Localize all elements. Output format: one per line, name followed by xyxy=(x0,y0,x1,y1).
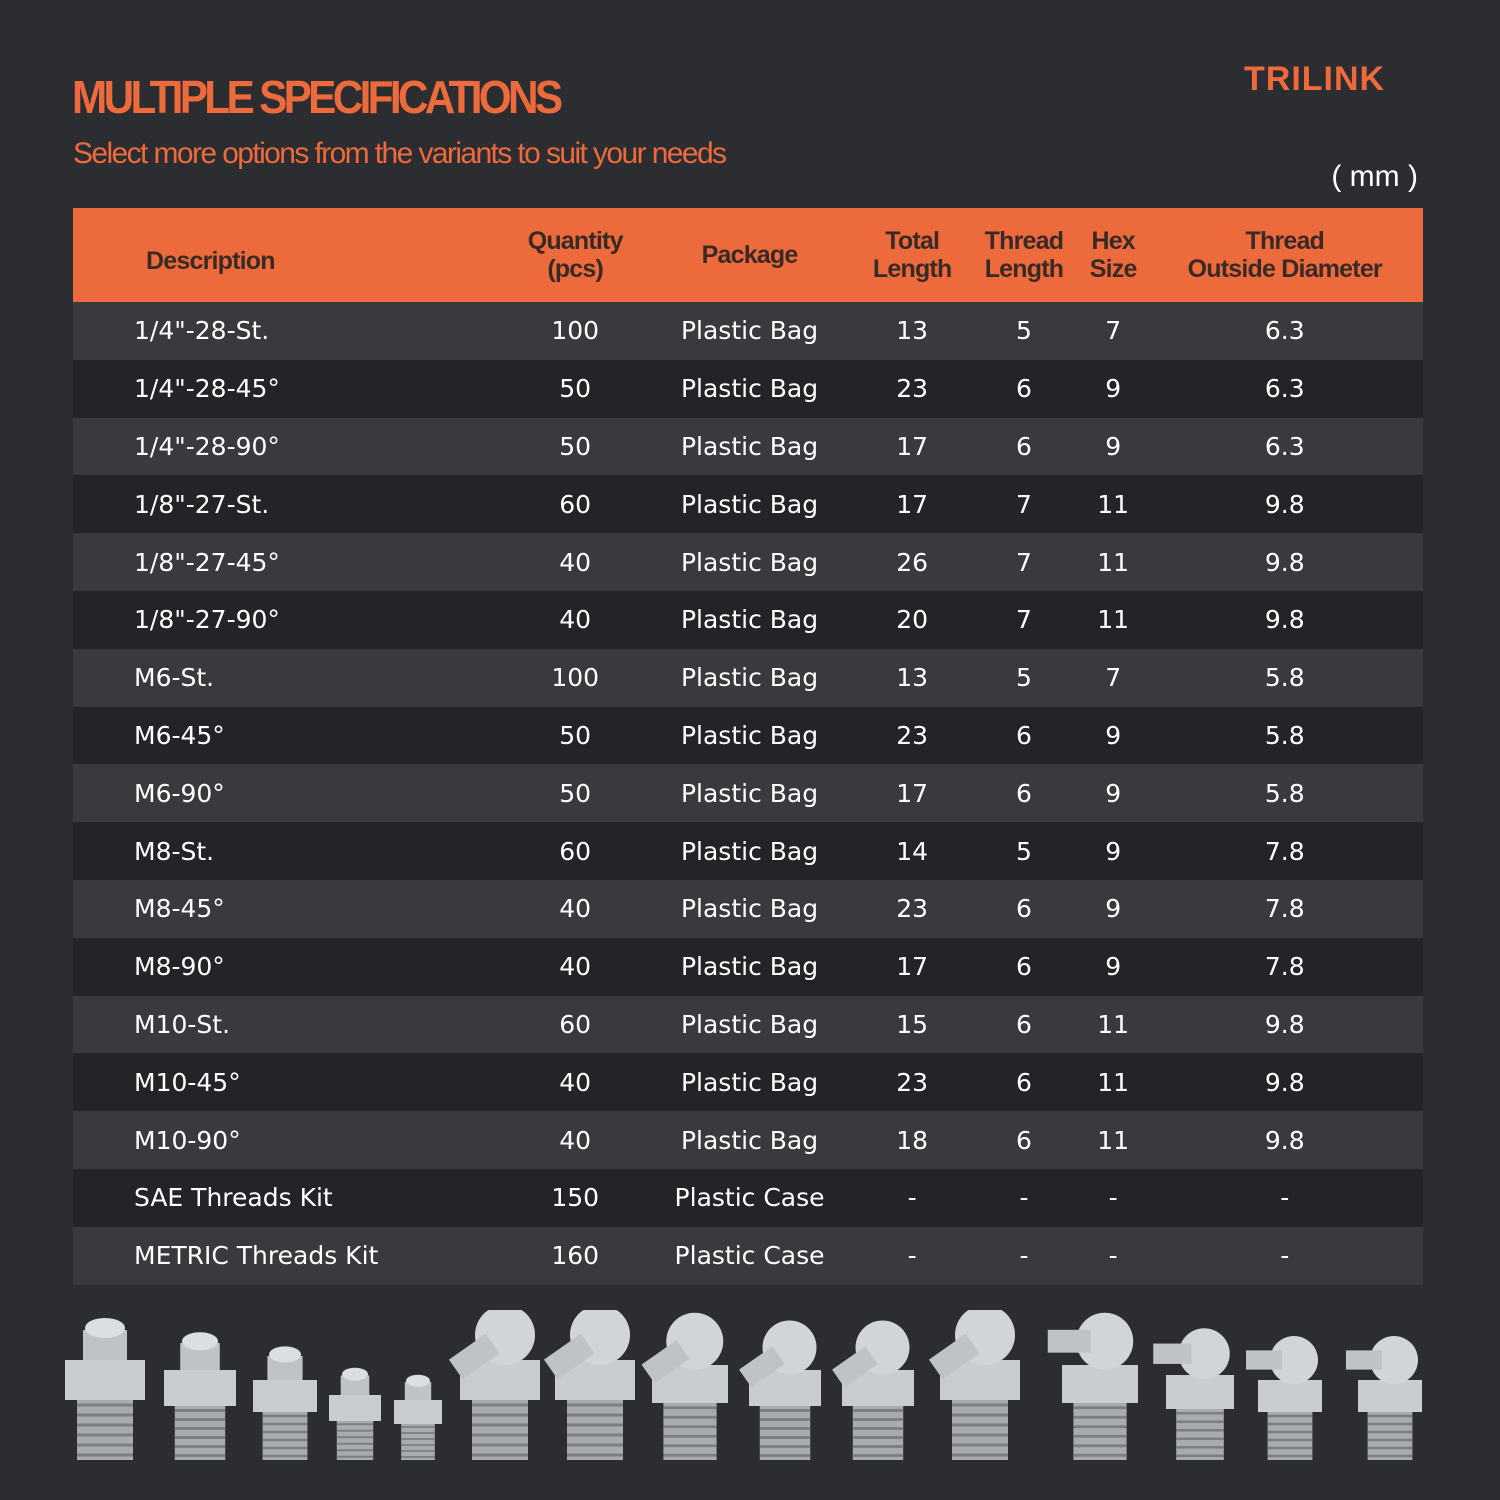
table-cell: M6-90° xyxy=(134,778,225,808)
grease-fitting-image xyxy=(929,1310,1020,1460)
table-cell: 60 xyxy=(559,1009,592,1039)
table-row xyxy=(73,707,1423,765)
spec-table xyxy=(73,208,1423,1285)
table-cell: M10-90° xyxy=(134,1125,241,1155)
table-cell: 9.8 xyxy=(1264,605,1305,635)
table-cell: 6 xyxy=(1016,720,1032,750)
table-cell: 6 xyxy=(1016,778,1032,808)
table-cell: 17 xyxy=(896,489,929,519)
column-header-line: Hex xyxy=(1091,227,1135,255)
table-cell: 7.8 xyxy=(1264,894,1305,924)
table-cell: 9 xyxy=(1105,778,1122,808)
table-cell: 6.3 xyxy=(1264,374,1305,404)
table-cell: 5 xyxy=(1016,316,1032,346)
table-cell: 5 xyxy=(1016,663,1032,693)
table-cell: 160 xyxy=(551,1241,600,1271)
table-cell: Plastic Bag xyxy=(680,374,819,404)
table-cell: Plastic Case xyxy=(674,1183,825,1213)
table-cell: 6 xyxy=(1016,952,1032,982)
table-cell: Plastic Bag xyxy=(680,836,819,866)
page-subtitle: Select more options from the variants to suit your needs xyxy=(73,137,726,170)
table-cell: 50 xyxy=(559,431,592,461)
table-cell: 9 xyxy=(1105,374,1122,404)
table-cell: 26 xyxy=(896,547,929,577)
table-cell: Plastic Case xyxy=(674,1241,825,1271)
table-row xyxy=(73,649,1423,707)
table-cell: Plastic Bag xyxy=(680,316,819,346)
table-cell: Plastic Bag xyxy=(680,720,819,750)
table-cell: 60 xyxy=(559,836,592,866)
table-cell: 6.3 xyxy=(1264,431,1305,461)
column-header-line: Description xyxy=(146,247,275,275)
table-cell: - xyxy=(1108,1183,1118,1213)
grease-fitting-image xyxy=(253,1346,317,1460)
column-header-line: Quantity xyxy=(527,227,623,255)
table-cell: 11 xyxy=(1097,1067,1130,1097)
table-cell: - xyxy=(1019,1241,1029,1271)
grease-fitting-image xyxy=(739,1321,821,1461)
grease-fitting-image xyxy=(1246,1336,1322,1460)
grease-fitting-image xyxy=(164,1332,236,1460)
table-cell: 40 xyxy=(559,1067,592,1097)
table-cell: M6-45° xyxy=(134,720,225,750)
table-cell: 5.8 xyxy=(1264,720,1305,750)
table-row xyxy=(73,475,1423,533)
table-cell: 7.8 xyxy=(1264,836,1305,866)
table-row xyxy=(73,996,1423,1054)
table-cell: 7 xyxy=(1105,316,1122,346)
table-cell: M8-90° xyxy=(134,952,225,982)
table-cell: 40 xyxy=(559,894,592,924)
page-title: MULTIPLE SPECIFICATIONS xyxy=(72,71,560,123)
table-cell: 18 xyxy=(896,1125,929,1155)
table-cell: 11 xyxy=(1097,605,1130,635)
table-cell: 1/4"-28-45° xyxy=(134,374,280,404)
table-cell: 150 xyxy=(551,1183,600,1213)
table-cell: 17 xyxy=(896,431,929,461)
table-cell: 6 xyxy=(1016,1009,1032,1039)
table-cell: 11 xyxy=(1097,489,1130,519)
column-header-line: Length xyxy=(872,255,952,283)
table-cell: Plastic Bag xyxy=(680,489,819,519)
table-cell: - xyxy=(907,1183,917,1213)
table-cell: Plastic Bag xyxy=(680,1125,819,1155)
column-header xyxy=(643,208,857,302)
table-cell: 9.8 xyxy=(1264,547,1305,577)
table-cell: 9 xyxy=(1105,431,1122,461)
table-cell: 6 xyxy=(1016,894,1032,924)
table-cell: 11 xyxy=(1097,1125,1130,1155)
table-cell: Plastic Bag xyxy=(680,663,819,693)
table-cell: 23 xyxy=(896,1067,929,1097)
table-cell: Plastic Bag xyxy=(680,778,819,808)
table-cell: - xyxy=(1108,1241,1118,1271)
table-cell: M10-St. xyxy=(134,1009,231,1039)
grease-fitting-image xyxy=(1048,1313,1138,1460)
table-cell: 7 xyxy=(1016,605,1032,635)
fittings-illustration xyxy=(60,1310,1450,1470)
grease-fitting-image xyxy=(1346,1336,1422,1460)
table-cell: 6 xyxy=(1016,1125,1032,1155)
column-header-line: Package xyxy=(701,241,798,269)
table-row xyxy=(73,1053,1423,1111)
table-cell: 50 xyxy=(559,778,592,808)
grease-fitting-image xyxy=(544,1310,635,1460)
table-cell: 6 xyxy=(1016,374,1032,404)
table-cell: 5.8 xyxy=(1264,663,1305,693)
unit-label: ( mm ) xyxy=(1331,160,1418,193)
table-cell: 1/8"-27-St. xyxy=(134,489,270,519)
table-cell: 9.8 xyxy=(1264,1067,1305,1097)
column-header-line: Total xyxy=(885,227,940,255)
table-row xyxy=(73,302,1423,360)
table-cell: SAE Threads Kit xyxy=(134,1183,333,1213)
table-cell: 6.3 xyxy=(1264,316,1305,346)
table-cell: 23 xyxy=(896,374,929,404)
grease-fitting-image xyxy=(1153,1328,1234,1460)
table-cell: Plastic Bag xyxy=(680,894,819,924)
table-cell: 5.8 xyxy=(1264,778,1305,808)
table-row xyxy=(73,822,1423,880)
table-cell: Plastic Bag xyxy=(680,605,819,635)
table-row xyxy=(73,764,1423,822)
table-cell: Plastic Bag xyxy=(680,431,819,461)
table-cell: METRIC Threads Kit xyxy=(134,1241,379,1271)
grease-fitting-image xyxy=(832,1321,914,1461)
table-cell: 40 xyxy=(559,1125,592,1155)
table-cell: 9 xyxy=(1105,720,1122,750)
table-cell: 100 xyxy=(551,663,600,693)
table-cell: 23 xyxy=(896,720,929,750)
table-cell: 7 xyxy=(1016,547,1032,577)
table-cell: 7 xyxy=(1105,663,1122,693)
table-cell: 1/4"-28-90° xyxy=(134,431,280,461)
grease-fitting-image xyxy=(394,1375,442,1460)
table-row xyxy=(73,938,1423,996)
column-header xyxy=(73,208,508,302)
table-cell: Plastic Bag xyxy=(680,1009,819,1039)
table-cell: - xyxy=(1019,1183,1029,1213)
table-cell: 1/8"-27-90° xyxy=(134,605,280,635)
column-header-line: Outside Diameter xyxy=(1187,255,1382,283)
table-cell: 40 xyxy=(559,605,592,635)
column-header-line: Size xyxy=(1089,255,1137,283)
column-header-line: (pcs) xyxy=(547,255,604,283)
column-header xyxy=(968,208,1080,302)
table-cell: 5 xyxy=(1016,836,1032,866)
table-cell: 40 xyxy=(559,547,592,577)
column-header-line: Thread xyxy=(984,227,1064,255)
table-row xyxy=(73,360,1423,418)
table-cell: Plastic Bag xyxy=(680,1067,819,1097)
grease-fitting-image xyxy=(65,1318,145,1460)
table-row xyxy=(73,418,1423,476)
table-cell: 1/4"-28-St. xyxy=(134,316,270,346)
table-row xyxy=(73,533,1423,591)
column-header-line: Length xyxy=(984,255,1064,283)
table-cell: 11 xyxy=(1097,1009,1130,1039)
table-cell: 100 xyxy=(551,316,600,346)
table-cell: 13 xyxy=(896,663,929,693)
column-header xyxy=(1147,208,1424,302)
table-cell: 6 xyxy=(1016,431,1032,461)
table-cell: 20 xyxy=(896,605,929,635)
table-header-row xyxy=(73,208,1423,302)
table-cell: - xyxy=(1280,1183,1290,1213)
table-cell: 60 xyxy=(559,489,592,519)
table-cell: 23 xyxy=(896,894,929,924)
table-cell: 1/8"-27-45° xyxy=(134,547,280,577)
table-cell: 13 xyxy=(896,316,929,346)
table-cell: 9.8 xyxy=(1264,1125,1305,1155)
table-cell: M10-45° xyxy=(134,1067,241,1097)
table-row xyxy=(73,1227,1423,1285)
table-cell: Plastic Bag xyxy=(680,547,819,577)
table-cell: 50 xyxy=(559,374,592,404)
brand-logo: TRILINK xyxy=(1244,60,1386,98)
table-cell: 7.8 xyxy=(1264,952,1305,982)
table-row xyxy=(73,591,1423,649)
column-header xyxy=(1080,208,1147,302)
table-row xyxy=(73,1169,1423,1227)
grease-fitting-image xyxy=(449,1310,540,1460)
table-cell: 15 xyxy=(896,1009,929,1039)
table-cell: 7 xyxy=(1016,489,1032,519)
table-row xyxy=(73,1111,1423,1169)
table-cell: 9.8 xyxy=(1264,1009,1305,1039)
column-header-line: Thread xyxy=(1245,227,1325,255)
grease-fitting-image xyxy=(642,1313,728,1460)
table-cell: - xyxy=(1280,1241,1290,1271)
table-cell: Plastic Bag xyxy=(680,952,819,982)
table-row xyxy=(73,880,1423,938)
table-cell: 17 xyxy=(896,778,929,808)
table-cell: 9 xyxy=(1105,952,1122,982)
table-cell: 9 xyxy=(1105,894,1122,924)
table-cell: 9.8 xyxy=(1264,489,1305,519)
table-cell: - xyxy=(907,1241,917,1271)
table-cell: 14 xyxy=(896,836,929,866)
table-cell: 50 xyxy=(559,720,592,750)
column-header xyxy=(856,208,968,302)
table-cell: 6 xyxy=(1016,1067,1032,1097)
table-cell: 11 xyxy=(1097,547,1130,577)
grease-fitting-image xyxy=(329,1368,381,1460)
column-header xyxy=(508,208,643,302)
table-cell: 17 xyxy=(896,952,929,982)
table-cell: M8-45° xyxy=(134,894,225,924)
table-cell: M6-St. xyxy=(134,663,215,693)
table-cell: 9 xyxy=(1105,836,1122,866)
table-cell: 40 xyxy=(559,952,592,982)
table-cell: M8-St. xyxy=(134,836,215,866)
